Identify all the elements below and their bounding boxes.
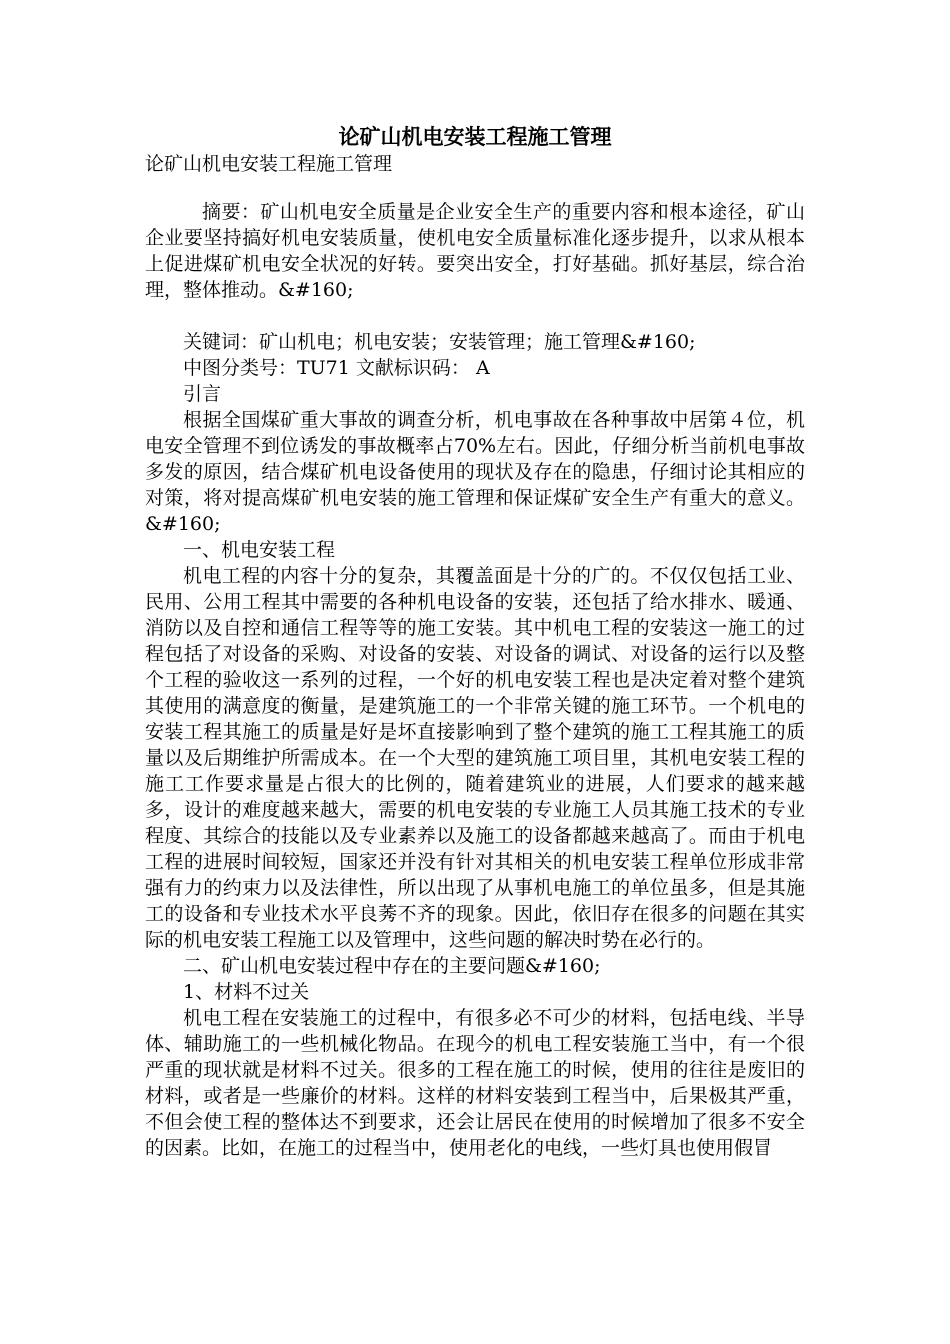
document-body [145,199,805,1161]
keywords-line: 关键词：矿山机电；机电安装；安装管理；施工管理&#160; [183,331,696,353]
section1-heading: 一、机电安装工程 [183,539,336,561]
abstract-paragraph: 摘要：矿山机电安全质量是企业安全生产的重要内容和根本途径，矿山企业要坚持搞好机电安装质量，使机电安全质量标准化逐步提升，以求从根本上促进煤矿机电安全状况的好转。要突出安全，打好基础。抓好基层，综合治理，整体推动。&#160; [145,201,805,301]
subsection1-paragraph: 机电工程在安装施工的过程中，有很多必不可少的材料，包括电线、半导体、辅助施工的一些机械化物品。在现今的机电工程安装施工当中，有一个很严重的现状就是材料不过关。很多的工程在施工的时候，使用的往往是废旧的材料，或者是一些廉价的材料。这样的材料安装到工程当中，后果极其严重，不但会使工程的整体达不到要求，还会让居民在使用的时候增加了很多不安全的因素。比如，在施工的过程当中，使用老化的电线，一些灯具也使用假冒 [145,1007,805,1159]
classification-line: 中图分类号：TU71 文献标识码： A [183,357,490,379]
document-title: 论矿山机电安装工程施工管理 [338,124,612,149]
document-subtitle: 论矿山机电安装工程施工管理 [145,153,393,175]
section2-heading: 二、矿山机电安装过程中存在的主要问题&#160; [183,955,601,977]
subsection1-heading: 1、材料不过关 [183,981,310,1003]
section1-paragraph: 机电工程的内容十分的复杂，其覆盖面是十分的广的。不仅仅包括工业、民用、公用工程其中需要的各种机电设备的安装，还包括了给水排水、暖通、消防以及自控和通信工程等等的施工安装。其中机电工程的安装这一施工的过程包括了对设备的采购、对设备的安装、对设备的调试、对设备的运行以及整个工程的验收这一系列的过程，一个好的机电安装工程也是决定着对整个建筑其使用的满意度的衡量，是建筑施工的一个非常关键的施工环节。一个机电的安装工程其施工的质量是好是坏直接影响到了整个建筑的施工工程其施工的质量以及后期维护所需成本。在一个大型的建筑施工项目里，其机电安装工程的施工工作要求量是占很大的比例的，随着建筑业的进展，人们要求的越来越多，设计的难度越来越大，需要的机电安装的专业施工人员其施工技术的专业程度、其综合的技能以及专业素养以及施工的设备都越来越高了。而由于机电工程的进展时间较短，国家还并没有针对其相关的机电安装工程单位形成非常强有力的约束力以及法律性，所以出现了从事机电施工的单位虽多，但是其施工的设备和专业技术水平良莠不齐的现象。因此，依旧存在很多的问题在其实际的机电安装工程施工以及管理中，这些问题的解决时势在必行的。 [145,565,805,951]
intro-paragraph: 根据全国煤矿重大事故的调查分析，机电事故在各种事故中居第４位，机电安全管理不到位诱发的事故概率占70%左右。因此，仔细分析当前机电事故多发的原因，结合煤矿机电设备使用的现状及存在的隐患，仔细讨论其相应的对策，将对提高煤矿机电安装的施工管理和保证煤矿安全生产有重大的意义。&#160; [145,409,805,535]
intro-heading: 引言 [183,383,222,405]
